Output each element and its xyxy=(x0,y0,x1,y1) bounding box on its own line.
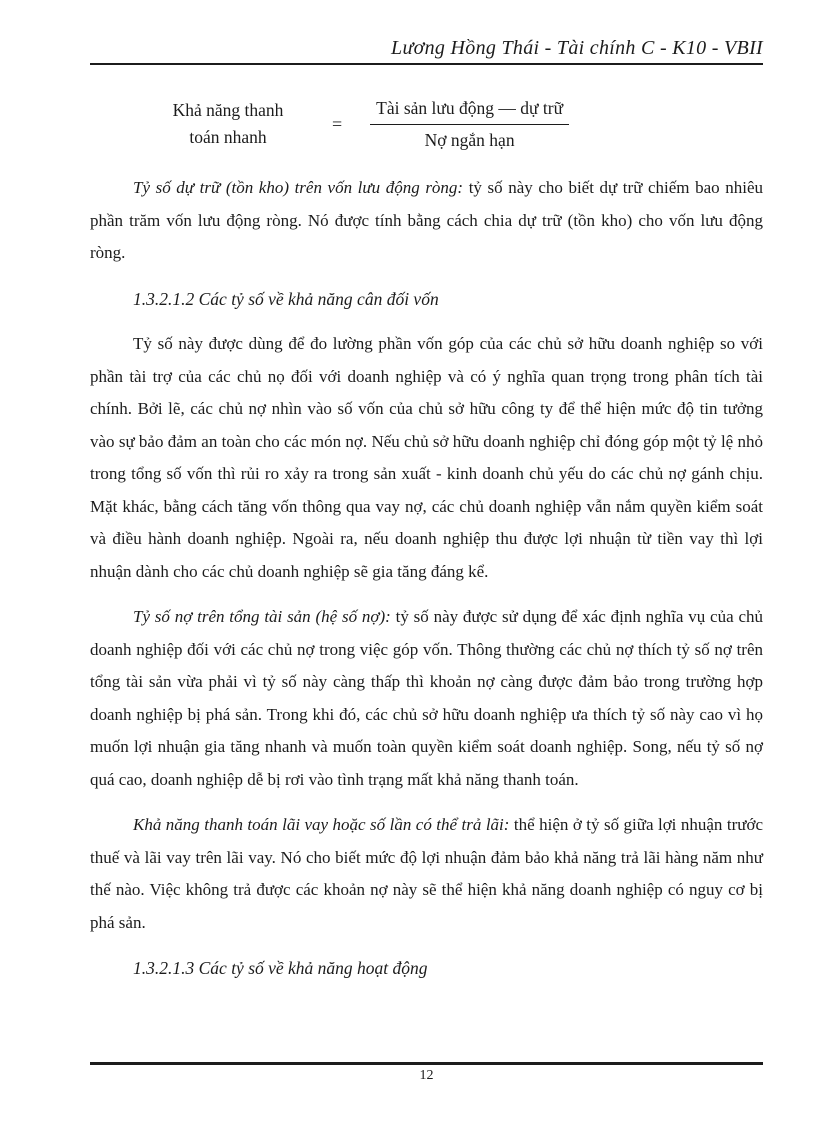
paragraph-body-text: Tỷ số này được dùng để đo lường phần vốn góp của các chủ sở hữu doanh nghiệp so với phần tài trợ của các chủ nọ đối với doanh nghiệp và có ý nghĩa quan trọng trong phân tích tài chính. Bởi lẽ, các chủ nợ nhìn vào số vốn của chủ sở hữu công ty để thể hiện mức độ tin tưởng vào sự bảo đảm an toàn cho các món nợ. Nếu chủ sở hữu doanh nghiệp chỉ đóng góp một tỷ lệ nhỏ trong tổng số vốn thì rủi ro xảy ra trong sản xuất - kinh doanh chủ yếu do các chủ nợ gánh chịu. Mặt khác, bằng cách tăng vốn thông qua vay nợ, các chủ doanh nghiệp vẫn nắm quyền kiểm soát và điều hành doanh nghiệp. Ngoài ra, nếu doanh nghiệp thu được lợi nhuận từ tiền vay thì lợi nhuận dành cho các chủ doanh nghiệp sẽ gia tăng đáng kể. xyxy=(90,334,763,581)
paragraph-lead-italic: Khả năng thanh toán lãi vay hoặc số lần có thể trả lãi: xyxy=(133,815,510,834)
formula-lhs-line1: Khả năng thanh xyxy=(172,100,284,120)
paragraph-interest-coverage xyxy=(90,809,763,939)
fraction-denominator: Nợ ngắn hạn xyxy=(424,129,515,150)
page-number: 12 xyxy=(419,1068,434,1083)
section-heading-1-3-2-1-3: 1.3.2.1.3 Các tỷ số về khả năng hoạt động xyxy=(133,958,428,978)
paragraph-lead-italic: Tỷ số nợ trên tổng tài sản (hệ số nợ): xyxy=(133,607,391,626)
paragraph-reserve-ratio xyxy=(90,172,763,270)
page-footer xyxy=(90,1062,763,1084)
paragraph-body-text: thể hiện ở tỷ số giữa lợi nhuận trước thuế và lãi vay trên lãi vay. Nó cho biết mức độ lợi nhuận đảm bảo khả năng trả lãi hàng năm như thế nào. Việc không trả được các khoản nợ này sẽ thể hiện khả năng doanh nghiệp có nguy cơ bị phá sản. xyxy=(90,815,763,932)
equals-sign: = xyxy=(332,113,343,134)
formula-fraction xyxy=(370,98,569,151)
header-rule xyxy=(90,63,763,65)
paragraph-body-text: tỷ số này cho biết dự trữ chiếm bao nhiêu phần trăm vốn lưu động ròng. Nó được tính bằng cách chia dự trữ (tồn kho) cho vốn lưu động ròng. xyxy=(90,178,763,262)
quick-ratio-formula xyxy=(162,97,763,151)
page-content xyxy=(90,0,763,985)
footer-rule xyxy=(90,1062,763,1065)
paragraph-debt-ratio xyxy=(90,601,763,796)
section-heading-1-3-2-1-2: 1.3.2.1.2 Các tỷ số về khả năng cân đối vốn xyxy=(133,288,439,309)
header-author-line: Lương Hồng Thái - Tài chính C - K10 - VBII xyxy=(391,37,763,59)
formula-lhs-line2: toán nhanh xyxy=(189,127,267,147)
paragraph-body-text: tỷ số này được sử dụng để xác định nghĩa vụ của chủ doanh nghiệp đối với các chủ nợ trong việc góp vốn. Thông thường các chủ nợ thích tỷ số nợ trên tổng tài sản vừa phải vì tỷ số này càng thấp thì khoản nợ càng được đảm bảo trong trường hợp doanh nghiệp bị phá sản. Trong khi đó, các chủ sở hữu doanh nghiệp ưa thích tỷ số này cao vì họ muốn lợi nhuận gia tăng nhanh và muốn toàn quyền kiểm soát doanh nghiệp. Song, nếu tỷ số nợ quá cao, doanh nghiệp dễ bị rơi vào tình trạng mất khả năng thanh toán. xyxy=(90,607,763,789)
paragraph-capital-balance xyxy=(90,328,763,588)
formula-lhs xyxy=(162,97,294,151)
paragraph-lead-italic: Tỷ số dự trữ (tồn kho) trên vốn lưu động ròng: xyxy=(133,178,464,197)
fraction-numerator: Tài sản lưu động — dự trữ xyxy=(370,98,569,125)
